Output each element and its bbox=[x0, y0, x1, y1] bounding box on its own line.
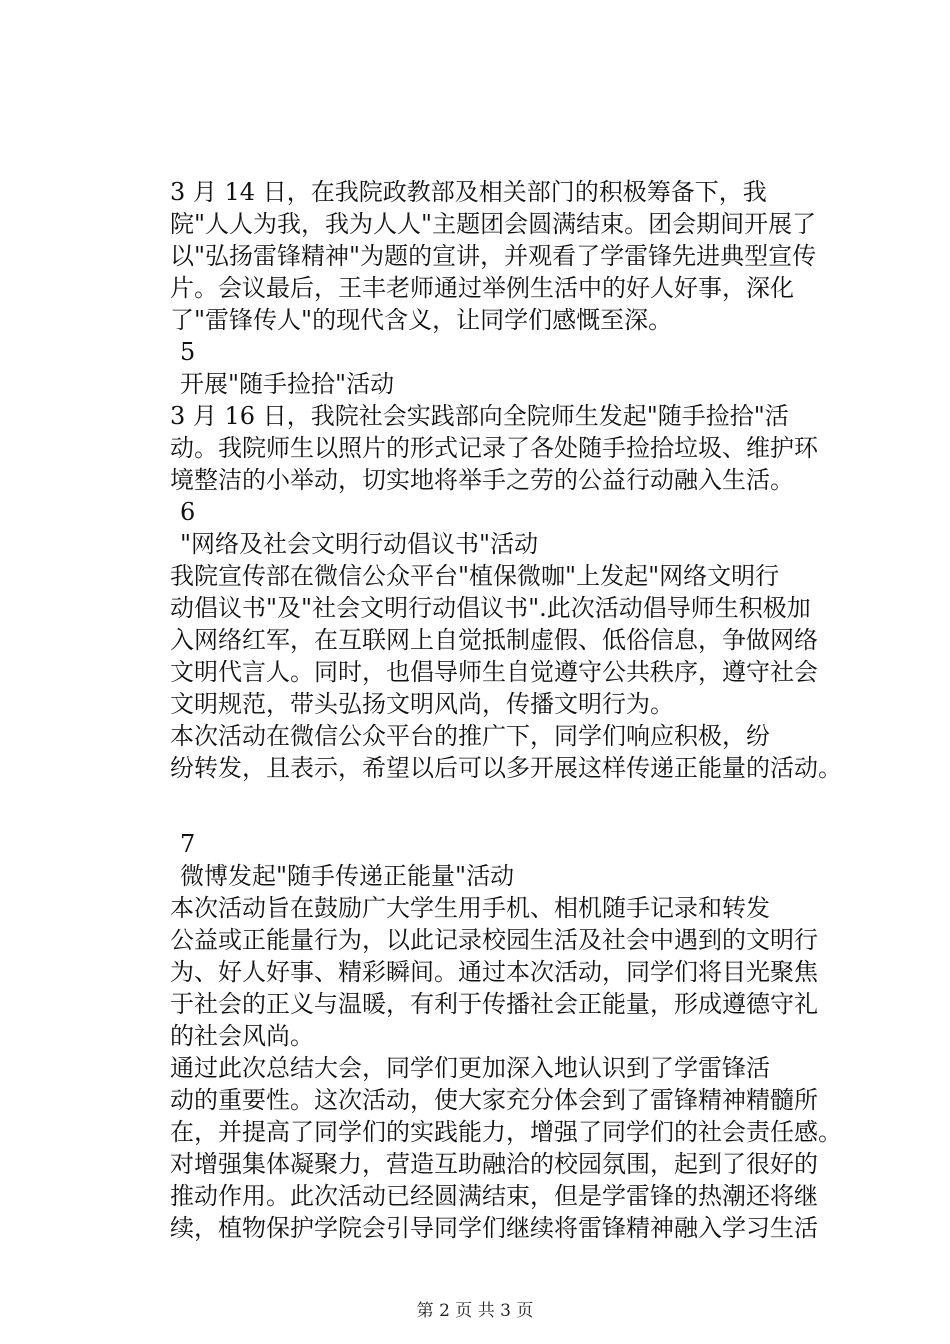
paragraph bbox=[170, 720, 842, 784]
section-heading: 开展"随手捡拾"活动 bbox=[180, 370, 395, 398]
paragraph-line: 推动作用。此次活动已经圆满结束，但是学雷锋的热潮还将继 bbox=[170, 1182, 818, 1210]
document-body bbox=[170, 176, 842, 1244]
paragraph-line: 本次活动在微信公众平台的推广下，同学们响应积极，纷 bbox=[170, 722, 770, 750]
paragraph-line: 以"弘扬雷锋精神"为题的宣讲，并观看了学雷锋先进典型宣传 bbox=[170, 242, 817, 270]
paragraph-line: 纷转发，且表示，希望以后可以多开展这样传递正能量的活动。 bbox=[170, 754, 842, 782]
paragraph-line: 通过此次总结大会，同学们更加深入地认识到了学雷锋活 bbox=[170, 1054, 770, 1082]
paragraph bbox=[170, 560, 835, 720]
section-heading: 微博发起"随手传递正能量"活动 bbox=[180, 862, 515, 890]
blank-line bbox=[170, 784, 835, 828]
paragraph-line: 在，并提高了同学们的实践能力，增强了同学们的社会责任感。 bbox=[170, 1118, 842, 1146]
paragraph-line: 动的重要性。这次活动，使大家充分体会到了雷锋精神精髓所 bbox=[170, 1086, 818, 1114]
paragraph-line: 文明代言人。同时，也倡导师生自觉遵守公共秩序，遵守社会 bbox=[170, 658, 818, 686]
paragraph-line: 动倡议书"及"社会文明行动倡议书".此次活动倡导师生积极加 bbox=[170, 594, 811, 622]
paragraph-line: 续，植物保护学院会引导同学们继续将雷锋精神融入学习生活 bbox=[170, 1214, 818, 1242]
page-footer: 第 2 页 共 3 页 bbox=[416, 1301, 534, 1321]
paragraph-line: 公益或正能量行为，以此记录校园生活及社会中遇到的文明行 bbox=[170, 926, 818, 954]
paragraph bbox=[170, 892, 835, 1052]
paragraph-line: 的社会风尚。 bbox=[170, 1022, 314, 1050]
paragraph-line: 境整洁的小举动，切实地将举手之劳的公益行动融入生活。 bbox=[170, 466, 794, 494]
paragraph-line: 我院宣传部在微信公众平台"植保微咖"上发起"网络文明行 bbox=[170, 562, 780, 590]
paragraph-line: 了"雷锋传人"的现代含义，让同学们感慨至深。 bbox=[170, 306, 673, 334]
section-number: 7 bbox=[180, 830, 196, 858]
paragraph bbox=[170, 1052, 842, 1244]
paragraph-line: 为、好人好事、精彩瞬间。通过本次活动，同学们将目光聚焦 bbox=[170, 958, 818, 986]
paragraph-line: 3 月 14 日，在我院政教部及相关部门的积极筹备下，我 bbox=[170, 178, 767, 206]
section-number: 6 bbox=[180, 498, 196, 526]
paragraph-line: 于社会的正义与温暖，有利于传播社会正能量，形成遵德守礼 bbox=[170, 990, 818, 1018]
paragraph bbox=[170, 400, 835, 496]
paragraph-line: 对增强集体凝聚力，营造互助融洽的校园氛围，起到了很好的 bbox=[170, 1150, 818, 1178]
paragraph-line: 3 月 16 日，我院社会实践部向全院师生发起"随手捡拾"活 bbox=[170, 402, 789, 430]
paragraph-line: 片。会议最后，王丰老师通过举例生活中的好人好事，深化 bbox=[170, 274, 794, 302]
paragraph-line: 动。我院师生以照片的形式记录了各处随手捡拾垃圾、维护环 bbox=[170, 434, 818, 462]
paragraph-line: 院"人人为我，我为人人"主题团会圆满结束。团会期间开展了 bbox=[170, 210, 817, 238]
section-heading: "网络及社会文明行动倡议书"活动 bbox=[180, 530, 539, 558]
paragraph-line: 入网络红军，在互联网上自觉抵制虚假、低俗信息，争做网络 bbox=[170, 626, 818, 654]
paragraph bbox=[170, 176, 835, 336]
section-number: 5 bbox=[180, 338, 196, 366]
paragraph-line: 本次活动旨在鼓励广大学生用手机、相机随手记录和转发 bbox=[170, 894, 770, 922]
paragraph-line: 文明规范，带头弘扬文明风尚，传播文明行为。 bbox=[170, 690, 674, 718]
